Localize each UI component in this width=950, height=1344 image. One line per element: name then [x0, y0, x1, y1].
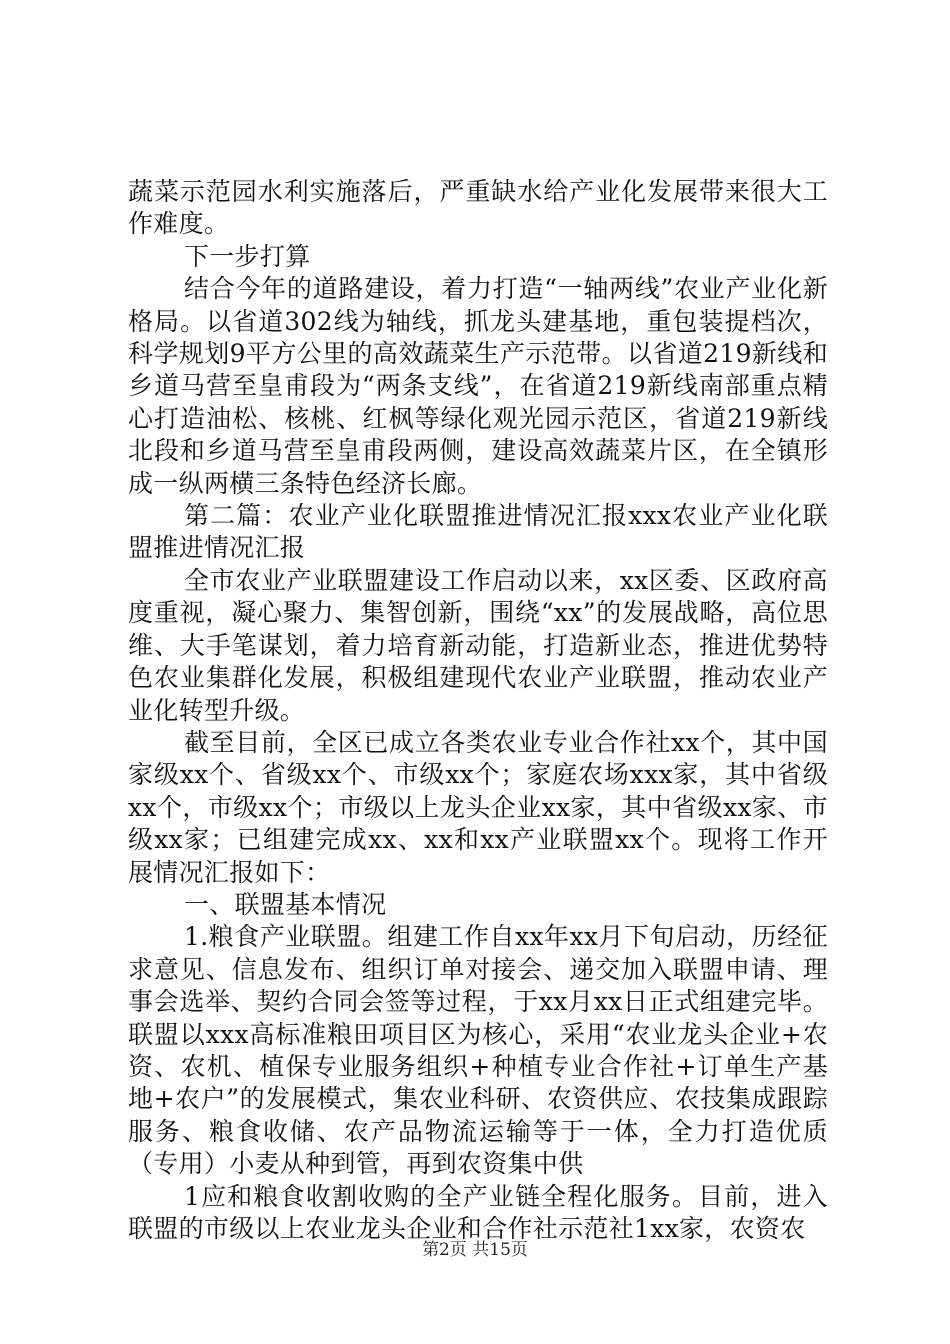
section-heading-next-steps: 下一步打算 [184, 241, 311, 271]
chapter-heading-part-two: 第二篇：农业产业化联盟推进情况汇报xxx农业产业化联盟推进情况汇报 [128, 501, 828, 563]
paragraph-3: 结合今年的道路建设，着力打造“一轴两线”农业产业化新格局。以省道302线为轴线，抓龙头建基地，重包装提档次，科学规划9平方公里的高效蔬菜生产示范带。以省道219新线和乡道马营至皇甫段为“两条支线”，在省道219新线南部重点精心打造油松、核桃、红枫等绿化观光园示范区，省道219新线北段和乡道马营至皇甫段两侧，建设高效蔬菜片区，在全镇形成一纵两横三条特色经济长廊。 [128, 274, 828, 498]
paragraph-1: 蔬菜示范园水利实施落后，严重缺水给产业化发展带来很大工作难度。 [128, 177, 828, 239]
paragraph-8: 1.粮食产业联盟。组建工作自xx年xx月下旬启动，历经征求意见、信息发布、组织订单对接会、递交加入联盟申请、理事会选举、契约合同会签等过程，于xx月xx日正式组建完毕。联盟以xxx高标准粮田项目区为核心，采用“农业龙头企业+农资、农机、植保专业服务组织+种植专业合作社+订单生产基地+农户”的发展模式，集农业科研、农资供应、农技集成跟踪服务、粮食收储、农产品物流运输等于一体，全力打造优质（专用）小麦从种到管，再到农资集中供 [128, 922, 828, 1179]
document-body [128, 176, 828, 1245]
page-number-footer: 第2页 共15页 [422, 1240, 528, 1260]
paragraph-9: 1应和粮食收割收购的全产业链全程化服务。目前，进入联盟的市级以上农业龙头企业和合作社示范社1xx家，农资农 [128, 1181, 828, 1243]
paragraph-6: 截至目前，全区已成立各类农业专业合作社xx个，其中国家级xx个、省级xx个、市级xx个；家庭农场xxx家，其中省级xx个，市级xx个；市级以上龙头企业xx家，其中省级xx家、市级xx家；已组建完成xx、xx和xx产业联盟xx个。现将工作开展情况汇报如下： [128, 727, 828, 887]
paragraph-5: 全市农业产业联盟建设工作启动以来，xx区委、区政府高度重视，凝心聚力、集智创新，围绕“xx”的发展战略，高位思维、大手笔谋划，着力培育新动能，打造新业态，推进优势特色农业集群化发展，积极组建现代农业产业联盟，推动农业产业化转型升级。 [128, 565, 828, 725]
section-heading-alliance-basics: 一、联盟基本情况 [184, 889, 387, 919]
